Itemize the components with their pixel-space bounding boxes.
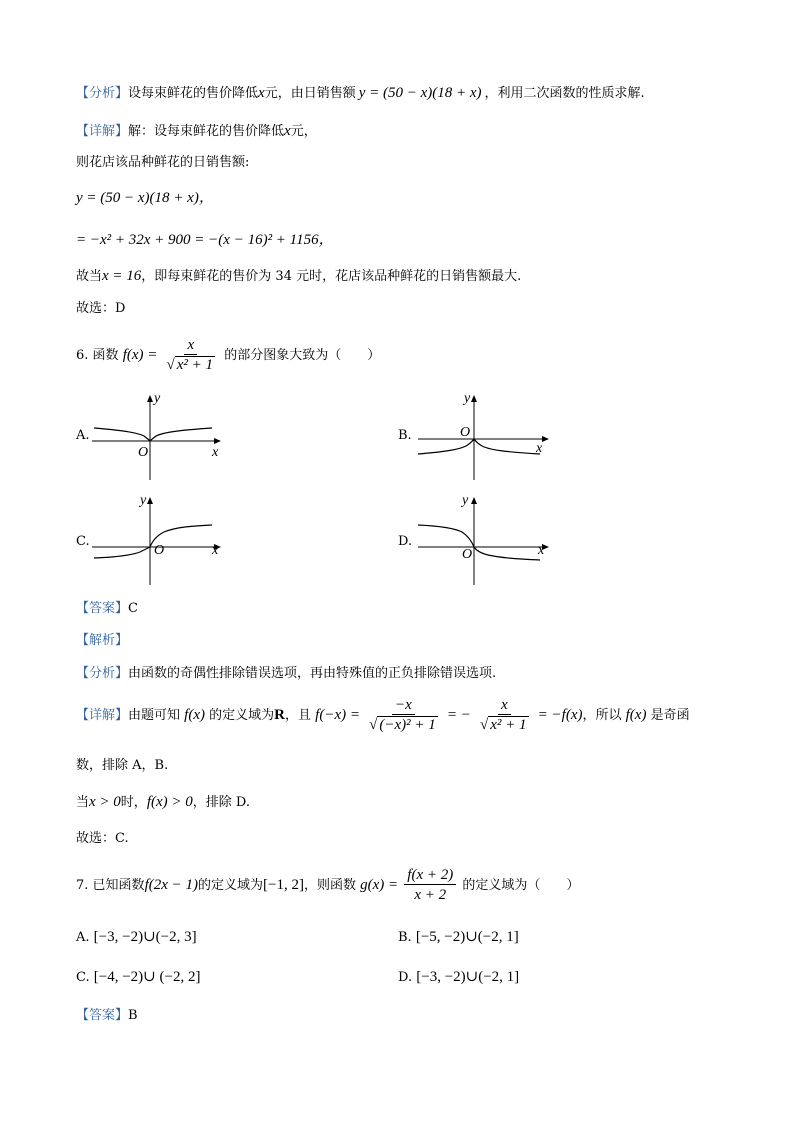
- q6-choice: 故选：C.: [76, 831, 129, 846]
- detail-frac2: $\frac{x}{\text{√ x² + 1}}$: [480, 697, 527, 733]
- detail-frac1: $\frac{-x}{\text{√ (−x)² + 1}}$: [369, 697, 436, 733]
- q7-f-expr: f(2x − 1): [144, 877, 198, 893]
- q7-number: 7.: [76, 878, 89, 893]
- graph-d: [410, 492, 555, 587]
- q6-text-a: 函数: [92, 348, 119, 363]
- answer-value: C: [128, 601, 138, 616]
- q7-option-b: [398, 927, 519, 946]
- option-label: D.: [398, 970, 413, 985]
- q7-option-a: [76, 927, 197, 946]
- analysis-text: 由函数的奇偶性排除错误选项，再由特殊值的正负排除错误选项.: [128, 666, 497, 681]
- graph-b: [410, 390, 555, 482]
- detail-end: = −f(x): [537, 707, 583, 723]
- analysis-text2: 元，由日销售额: [264, 86, 356, 101]
- q7-text-a: 已知函数: [92, 878, 145, 893]
- x-label: x: [212, 543, 219, 558]
- analysis-tag: 【分析】: [76, 666, 129, 681]
- line6-a: 故当: [76, 269, 103, 284]
- detail-e: 是奇函: [650, 708, 690, 723]
- q7-text-d: 的定义域为（ ）: [462, 878, 580, 893]
- option-label: B.: [398, 930, 412, 945]
- answer-value: B: [128, 1008, 138, 1023]
- q5-analysis-line: [76, 83, 645, 104]
- option-c-label: C.: [76, 534, 90, 549]
- detail-text: 解：设每束鲜花的售价降低: [128, 124, 285, 139]
- detail-b: 的定义域为: [209, 708, 275, 723]
- q5-line3: 则花店该品种鲜花的日销售额:: [76, 155, 250, 170]
- analysis-text3: ，利用二次函数的性质求解.: [484, 86, 645, 101]
- q7-text-c: ，则函数: [303, 878, 356, 893]
- q7-stem: [76, 864, 579, 907]
- q6-answer: [76, 599, 138, 619]
- y-label: y: [140, 493, 147, 508]
- q7-fraction: [404, 866, 456, 905]
- origin-label: O: [138, 445, 149, 460]
- q7-option-c: [76, 967, 200, 986]
- frac1-den: (−x)² + 1: [379, 717, 436, 733]
- detail-R: R: [274, 707, 285, 723]
- q5-detail-line: [76, 121, 317, 142]
- answer-tag: 【答案】: [76, 1008, 129, 1023]
- q6-analysis: [76, 664, 496, 684]
- x-label: x: [536, 441, 543, 456]
- option-value: [−3, −2)∪(−2, 1]: [416, 969, 520, 985]
- frac2-num: x: [498, 696, 511, 715]
- q6-fraction: $\frac{x}{\text{√ x² + 1}}$: [166, 337, 214, 373]
- option-value: [−4, −2)∪ (−2, 2]: [93, 969, 201, 985]
- detail-eq: = −: [446, 707, 471, 723]
- q6-line2: 数，排除 A，B.: [76, 758, 169, 773]
- option-value: [−5, −2)∪(−2, 1]: [415, 929, 519, 945]
- option-label: C.: [76, 970, 90, 985]
- q6-stem: [76, 336, 380, 375]
- q5-choice: 故选：D: [76, 301, 126, 316]
- q7-g-expr: g(x) =: [360, 877, 399, 893]
- curve: [418, 525, 540, 560]
- q6-text-b: 的部分图象大致为（ ）: [224, 348, 381, 363]
- y-label: y: [464, 391, 471, 406]
- line6-formula: x = 16: [102, 268, 142, 284]
- analysis-text: 设每束鲜花的售价降低: [128, 86, 259, 101]
- q6-detail: [76, 694, 690, 737]
- detail-text2: 元，: [290, 124, 317, 139]
- detail-tag: 【详解】: [76, 124, 129, 139]
- frac2-den: x² + 1: [490, 717, 527, 733]
- curve: [94, 428, 212, 441]
- y-label: y: [462, 493, 469, 508]
- q6-num: x: [184, 336, 197, 355]
- curve: [94, 525, 212, 558]
- option-a-label: A.: [76, 428, 90, 443]
- graph-c: [88, 492, 228, 587]
- detail-fx: f(x): [184, 707, 205, 723]
- detail-d: ，所以: [582, 708, 622, 723]
- graph-a: [88, 390, 228, 482]
- q6-line3: [76, 792, 250, 813]
- q7-text-b: 的定义域为: [198, 878, 264, 893]
- q6-number: 6.: [76, 348, 89, 363]
- line3-f: f(x) > 0: [146, 794, 193, 810]
- q7-num: f(x + 2): [404, 866, 456, 885]
- q5-line5: = −x² + 32x + 900 = −(x − 16)² + 1156，: [76, 232, 334, 248]
- detail-f-minus: f(−x) =: [315, 707, 360, 723]
- detail-fx2: f(x): [625, 707, 647, 723]
- option-value: [−3, −2)∪(−2, 3]: [93, 929, 197, 945]
- option-d-label: D.: [398, 534, 413, 549]
- frac1-num: −x: [392, 696, 415, 715]
- x-label: x: [538, 543, 545, 558]
- detail-tag: 【详解】: [76, 708, 129, 723]
- q7-domain: [−1, 2]: [263, 877, 304, 893]
- detail-c: ，且: [285, 708, 312, 723]
- curve: [418, 439, 540, 454]
- sales-formula: y = (50 − x)(18 + x): [358, 85, 482, 101]
- q7-option-d: [398, 967, 519, 986]
- q6-den: x² + 1: [176, 357, 214, 373]
- origin-label: O: [154, 543, 165, 558]
- x-label: x: [212, 445, 219, 460]
- line3-a: 当: [76, 795, 90, 810]
- q6-jiexi-tag: 【解析】: [76, 633, 129, 648]
- line3-b: 时，: [120, 795, 147, 810]
- q7-den: x + 2: [414, 887, 447, 903]
- var-x: x: [284, 123, 291, 139]
- option-label: A.: [76, 930, 90, 945]
- q7-answer: [76, 1006, 138, 1026]
- line3-cond: x > 0: [89, 794, 121, 810]
- origin-label: O: [460, 425, 471, 440]
- detail-a: 由题可知: [128, 708, 181, 723]
- q6-func: f(x) =: [122, 347, 158, 363]
- q5-line6: [76, 266, 521, 287]
- option-b-label: B.: [398, 428, 412, 443]
- analysis-tag: 【分析】: [76, 86, 129, 101]
- y-label: y: [154, 391, 161, 406]
- var-x: x: [258, 85, 265, 101]
- origin-label: O: [462, 547, 473, 562]
- line3-c: ，排除 D.: [192, 795, 250, 810]
- answer-tag: 【答案】: [76, 601, 129, 616]
- line6-b: ，即每束鲜花的售价为 34 元时，花店该品种鲜花的日销售额最大.: [141, 269, 522, 284]
- q5-line4: y = (50 − x)(18 + x)，: [76, 190, 214, 206]
